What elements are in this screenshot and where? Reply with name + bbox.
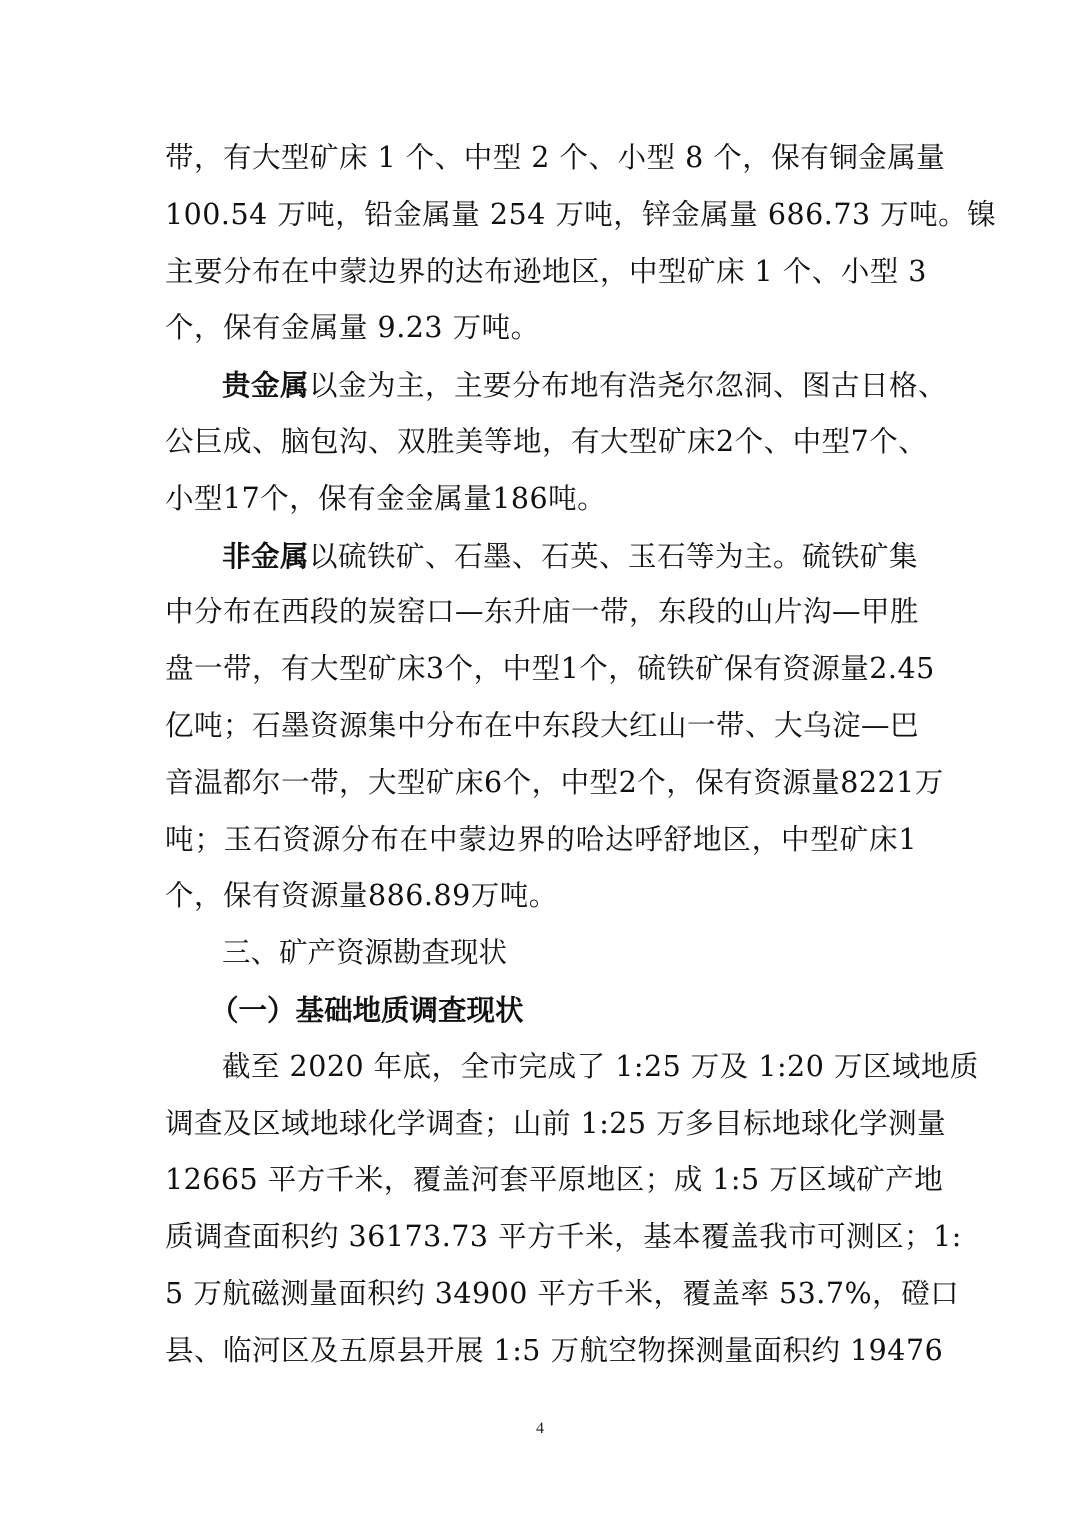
text-line: 亿吨；石墨资源集中分布在中东段大红山一带、大乌淀—巴: [165, 708, 920, 742]
text-line: 质调查面积约 36173.73 平方千米，基本覆盖我市可测区；1:: [165, 1220, 962, 1254]
paragraph-lead-term: 非金属: [222, 538, 310, 573]
text-line: 小型17个，保有金金属量186吨。: [165, 481, 607, 515]
text-line: 音温都尔一带，大型矿床6个，中型2个，保有资源量8221万: [165, 765, 944, 799]
text-line: 100.54 万吨，铅金属量 254 万吨，锌金属量 686.73 万吨。镍: [165, 197, 997, 231]
text-line: 截至 2020 年底，全市完成了 1:25 万及 1:20 万区域地质: [222, 1049, 979, 1083]
text-line: 主要分布在中蒙边界的达布逊地区，中型矿床 1 个、小型 3: [165, 254, 927, 288]
text-line: 盘一带，有大型矿床3个，中型1个，硫铁矿保有资源量2.45: [165, 652, 935, 686]
page-number: 4: [536, 1420, 544, 1437]
text-span: 以硫铁矿、石墨、石英、玉石等为主。硫铁矿集: [309, 539, 919, 573]
text-line: 个，保有资源量886.89万吨。: [165, 879, 558, 913]
section-heading: 三、矿产资源勘查现状: [222, 936, 508, 970]
text-line: 中分布在西段的炭窑口—东升庙一带，东段的山片沟—甲胜: [165, 595, 920, 629]
paragraph-lead-term: 贵金属: [222, 368, 310, 403]
paragraph-non-metals: [165, 528, 944, 926]
text-line: 调查及区域地球化学调查；山前 1:25 万多目标地球化学测量: [165, 1106, 947, 1140]
text-line: 个，保有金属量 9.23 万吨。: [165, 311, 540, 345]
subsection-heading: （一）基础地质调查现状: [210, 992, 524, 1027]
text-line: 12665 平方千米，覆盖河套平原地区；成 1:5 万区域矿产地: [165, 1163, 944, 1197]
paragraph-copper: [165, 130, 997, 357]
paragraph-geological-survey: [165, 1039, 979, 1380]
text-line: 5 万航磁测量面积约 34900 平方千米，覆盖率 53.7%，磴口: [165, 1276, 960, 1310]
text-line: [165, 528, 917, 585]
paragraph-precious-metals: [165, 357, 948, 527]
text-line: 带，有大型矿床 1 个、中型 2 个、小型 8 个，保有铜金属量: [165, 141, 946, 174]
document-body: [165, 130, 997, 1380]
text-line: [165, 357, 948, 414]
text-line: 公巨成、脑包沟、双胜美等地，有大型矿床2个、中型7个、: [165, 424, 928, 458]
text-line: 吨；玉石资源分布在中蒙边界的哈达呼舒地区，中型矿床1: [165, 822, 917, 856]
text-line: 县、临河区及五原县开展 1:5 万航空物探测量面积约 19476: [165, 1333, 944, 1367]
text-span: 以金为主，主要分布地有浩尧尔忽洞、图古日格、: [309, 369, 948, 403]
